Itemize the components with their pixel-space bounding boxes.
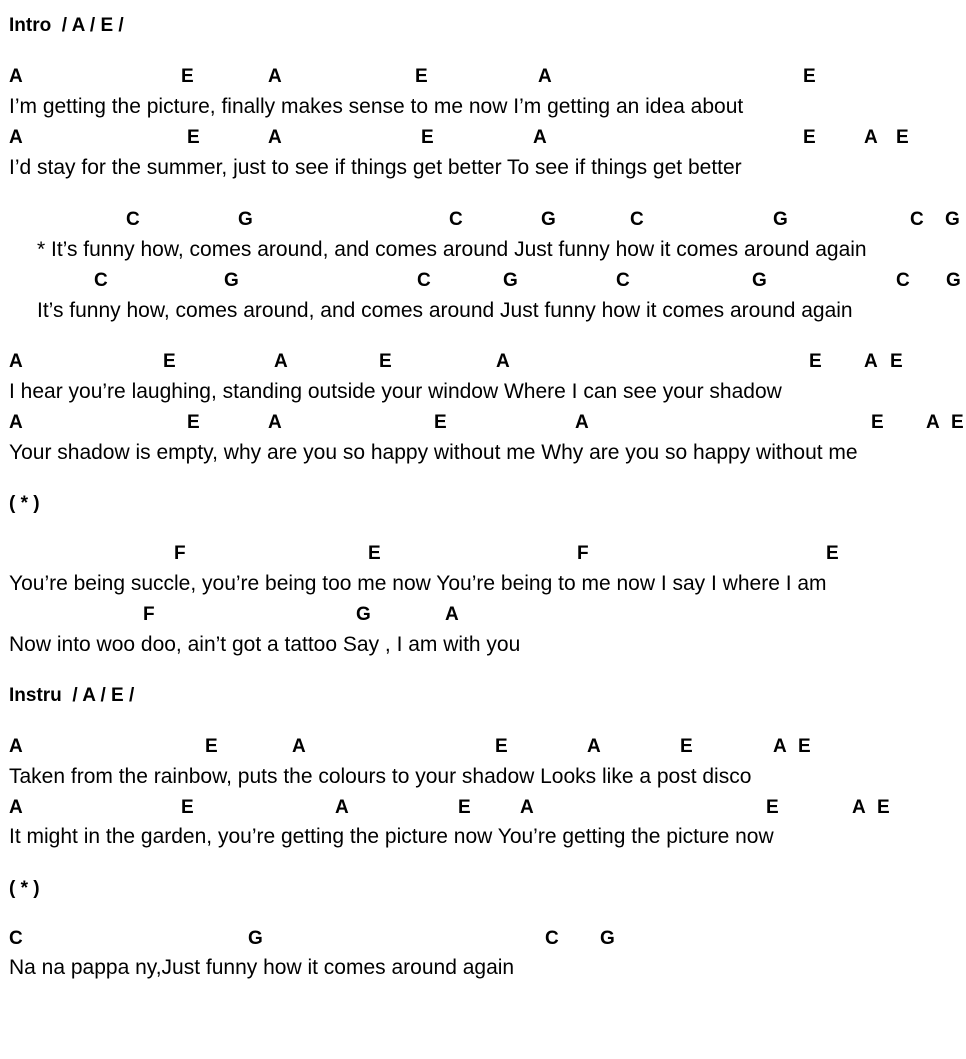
chord: A: [864, 127, 878, 148]
chord: A: [852, 797, 866, 818]
chord: A: [268, 412, 282, 433]
chord: E: [877, 797, 890, 818]
chord: C: [94, 270, 108, 291]
chord: G: [356, 604, 371, 625]
chord: A: [335, 797, 349, 818]
chord: E: [181, 66, 194, 87]
chord: A: [533, 127, 547, 148]
chord: A: [9, 127, 23, 148]
chord: E: [458, 797, 471, 818]
lyric-line: Now into woo doo, ain’t got a tattoo Say , I am with you: [9, 633, 521, 656]
chord: E: [871, 412, 884, 433]
lyric-line: I’m getting the picture, finally makes sense to me now I’m getting an idea about: [9, 95, 744, 118]
chord: E: [163, 351, 176, 372]
chord: G: [248, 928, 263, 949]
chord: C: [9, 928, 23, 949]
chord: G: [238, 209, 253, 230]
chord: E: [415, 66, 428, 87]
chord: A: [445, 604, 459, 625]
chord: E: [495, 736, 508, 757]
chord: A: [9, 66, 23, 87]
lyric-line: Taken from the rainbow, puts the colours to your shadow Looks like a post disco: [9, 765, 752, 788]
intro-label: Intro / A / E /: [9, 15, 124, 36]
chord: C: [126, 209, 140, 230]
chord: E: [809, 351, 822, 372]
chord: E: [205, 736, 218, 757]
chord: E: [951, 412, 964, 433]
lyric-line: You’re being succle, you’re being too me now You’re being to me now I say I where I am: [9, 572, 827, 595]
chord: A: [268, 66, 282, 87]
chord: C: [449, 209, 463, 230]
chord: E: [803, 66, 816, 87]
chord: E: [896, 127, 909, 148]
chord: G: [946, 270, 961, 291]
chord: A: [9, 351, 23, 372]
instrumental-label: Instru / A / E /: [9, 685, 135, 706]
chord: E: [379, 351, 392, 372]
chord: G: [503, 270, 518, 291]
lyric-line: It might in the garden, you’re getting the picture now You’re getting the picture now: [9, 825, 774, 848]
chord: F: [577, 543, 589, 564]
chord: E: [368, 543, 381, 564]
chord: A: [538, 66, 552, 87]
lyric-line: * It’s funny how, comes around, and comes around Just funny how it comes around again: [37, 238, 867, 261]
chord: E: [434, 412, 447, 433]
chord: A: [864, 351, 878, 372]
chord: A: [268, 127, 282, 148]
chord: G: [224, 270, 239, 291]
lyric-line: Na na pappa ny,Just funny how it comes around again: [9, 956, 515, 979]
chord: E: [187, 412, 200, 433]
chord: E: [766, 797, 779, 818]
chord: G: [945, 209, 960, 230]
chord: A: [587, 736, 601, 757]
chord: A: [575, 412, 589, 433]
chord: C: [630, 209, 644, 230]
chord: E: [181, 797, 194, 818]
chord: E: [421, 127, 434, 148]
chord: E: [798, 736, 811, 757]
chord: A: [496, 351, 510, 372]
chord: G: [773, 209, 788, 230]
lyric-line: Your shadow is empty, why are you so happy without me Why are you so happy without me: [9, 441, 858, 464]
chord: E: [803, 127, 816, 148]
chord: C: [896, 270, 910, 291]
chord: A: [520, 797, 534, 818]
chord: A: [926, 412, 940, 433]
chord: F: [143, 604, 155, 625]
chord: E: [826, 543, 839, 564]
chord: A: [274, 351, 288, 372]
chord: C: [910, 209, 924, 230]
chord: C: [616, 270, 630, 291]
chorus-reference: ( * ): [9, 878, 40, 899]
chord: G: [600, 928, 615, 949]
chord: E: [890, 351, 903, 372]
lyric-line: I’d stay for the summer, just to see if things get better To see if things get better: [9, 156, 742, 179]
chorus-reference: ( * ): [9, 493, 40, 514]
chord: C: [545, 928, 559, 949]
chord: G: [752, 270, 767, 291]
chord: E: [680, 736, 693, 757]
chord: G: [541, 209, 556, 230]
chord: A: [9, 797, 23, 818]
chord: A: [292, 736, 306, 757]
chord: E: [187, 127, 200, 148]
lyric-line: It’s funny how, comes around, and comes around Just funny how it comes around again: [37, 299, 853, 322]
chord: F: [174, 543, 186, 564]
chord: A: [773, 736, 787, 757]
chord: C: [417, 270, 431, 291]
chord: A: [9, 736, 23, 757]
chord: A: [9, 412, 23, 433]
lyric-line: I hear you’re laughing, standing outside your window Where I can see your shadow: [9, 380, 782, 403]
